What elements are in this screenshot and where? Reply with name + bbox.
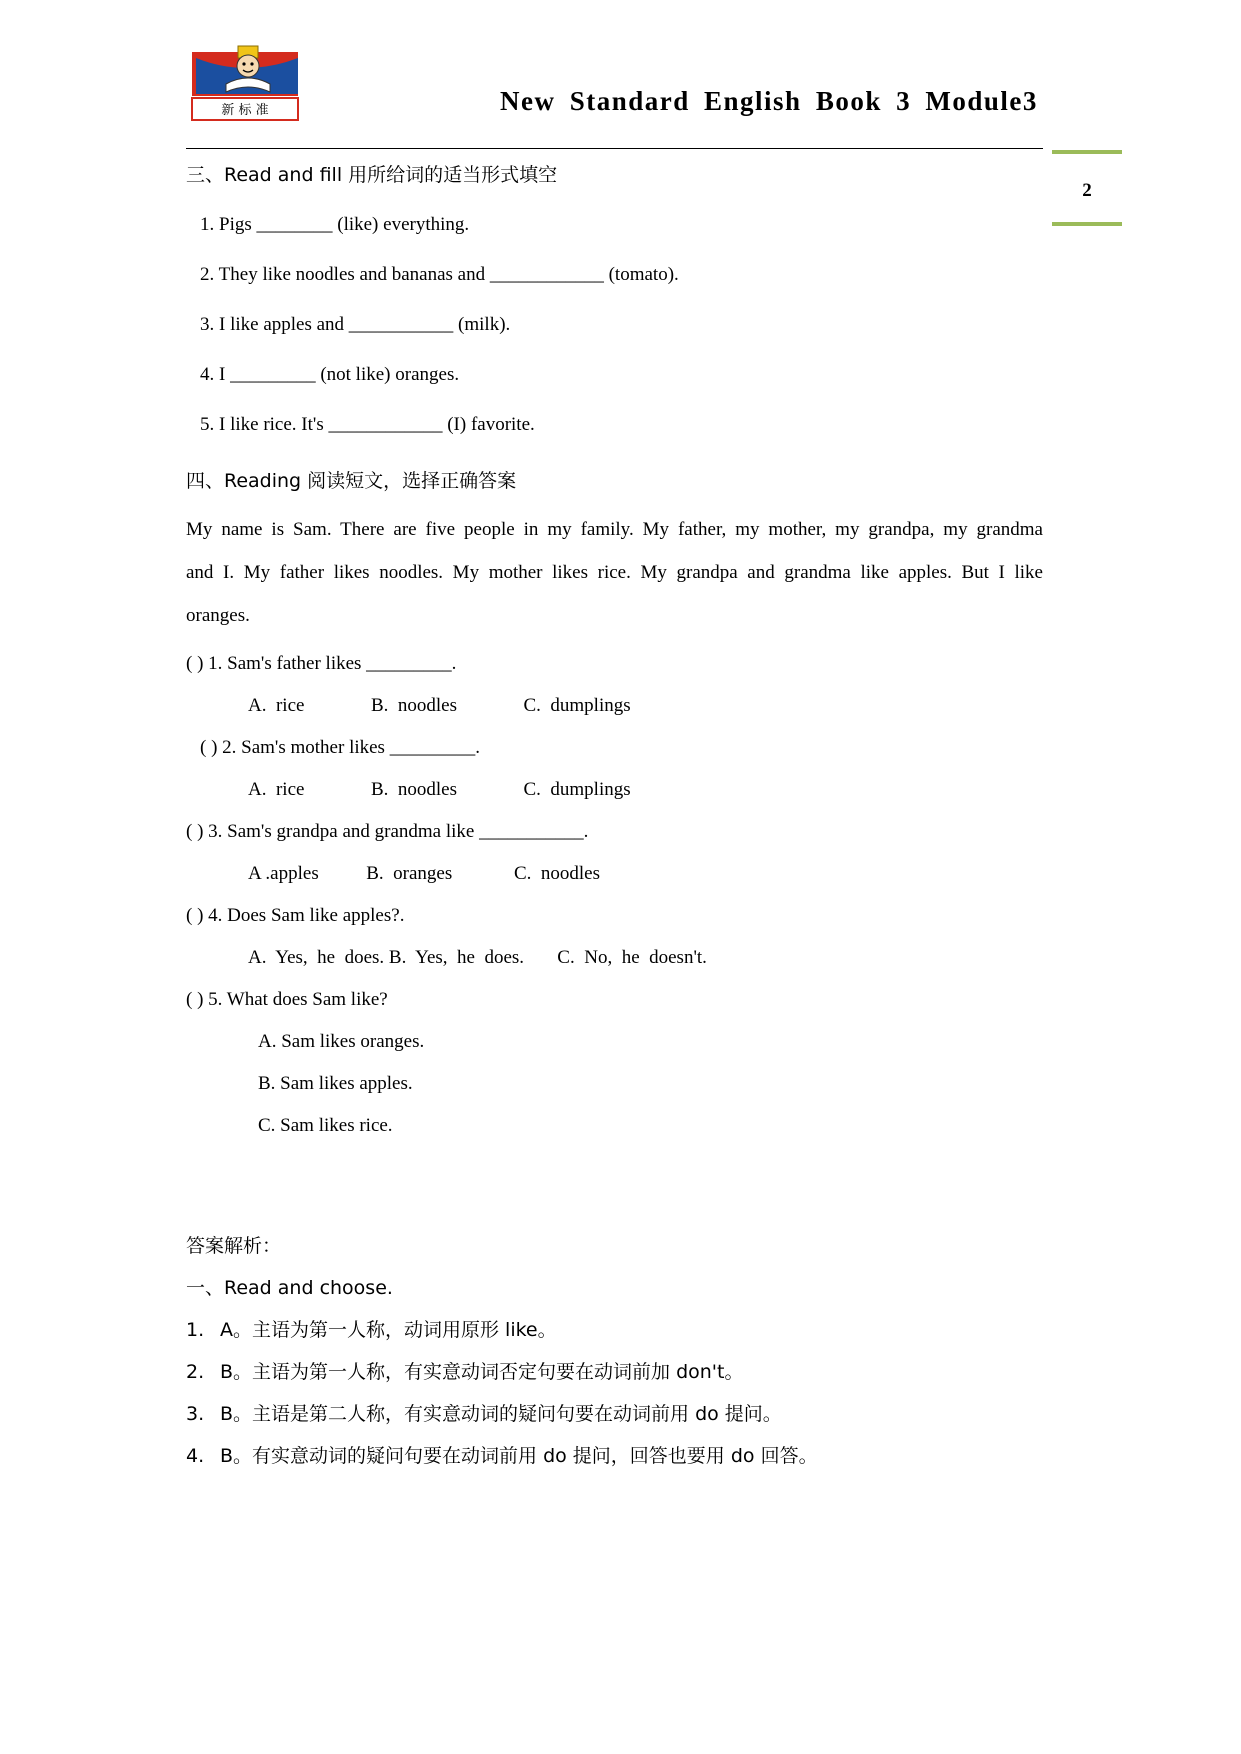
question-4-stem: ( ) 4. Does Sam like apples?. xyxy=(186,905,405,926)
question-2-options: A. rice B. noodles C. dumplings xyxy=(248,779,631,800)
section-4-heading: 四、Reading 阅读短文，选择正确答案 xyxy=(186,470,517,492)
question-4-options: A. Yes, he does. B. Yes, he does. C. No, he doesn't. xyxy=(248,947,707,968)
page-number-top-rule xyxy=(1052,150,1122,154)
section-3-heading: 三、Read and fill 用所给词的适当形式填空 xyxy=(186,164,558,186)
page-number-bottom-rule xyxy=(1052,222,1122,226)
answer-item-3-number: 3. xyxy=(186,1403,205,1425)
page-number: 2 xyxy=(1082,180,1092,201)
header-divider xyxy=(186,148,1043,149)
reading-passage: My name is Sam. There are five people in my family. My father, my mother, my grandpa, my grandma and I. My father likes noodles. My mother likes rice. My grandpa and grandma like apples. But I like oranges. xyxy=(186,519,1043,626)
answer-item-3-text: B。主语是第二人称，有实意动词的疑问句要在动词前用 do 提问。 xyxy=(220,1403,782,1425)
page-header xyxy=(0,38,1241,148)
answer-item-4-number: 4. xyxy=(186,1445,205,1467)
question-5-stem: ( ) 5. What does Sam like? xyxy=(186,989,388,1010)
answer-item-1-number: 1. xyxy=(186,1319,205,1341)
question-3-options: A .apples B. oranges C. noodles xyxy=(248,863,601,884)
question-5-option-a: A. Sam likes oranges. xyxy=(258,1031,425,1052)
fill-item-5: 5. I like rice. It's ____________ (I) favorite. xyxy=(200,414,535,435)
answer-item-3 xyxy=(186,1397,1043,1431)
answers-subheading: 一、Read and choose. xyxy=(186,1277,393,1299)
page-content xyxy=(186,160,1043,1473)
new-standard-logo-icon xyxy=(186,44,306,126)
question-1-stem: ( ) 1. Sam's father likes _________. xyxy=(186,653,457,674)
answer-item-2 xyxy=(186,1355,1043,1389)
answer-item-1 xyxy=(186,1313,1043,1347)
answers-heading: 答案解析： xyxy=(186,1235,282,1257)
answer-item-4-text: B。有实意动词的疑问句要在动词前用 do 提问，回答也要用 do 回答。 xyxy=(220,1445,818,1467)
page-title: New Standard English Book 3 Module3 xyxy=(500,86,1038,116)
fill-item-3: 3. I like apples and ___________ (milk). xyxy=(200,314,511,335)
answer-item-2-text: B。主语为第一人称，有实意动词否定句要在动词前加 don't。 xyxy=(220,1361,744,1383)
question-5-option-c: C. Sam likes rice. xyxy=(258,1115,393,1136)
fill-item-2: 2. They like noodles and bananas and ____________ (tomato). xyxy=(200,264,679,285)
question-2-stem: ( ) 2. Sam's mother likes _________. xyxy=(200,737,480,758)
answer-item-4 xyxy=(186,1439,1043,1473)
answer-item-1-text: A。主语为第一人称，动词用原形 like。 xyxy=(220,1319,557,1341)
question-5-option-b: B. Sam likes apples. xyxy=(258,1073,413,1094)
fill-item-1: 1. Pigs ________ (like) everything. xyxy=(200,214,470,235)
answer-item-2-number: 2. xyxy=(186,1361,205,1383)
svg-text:新 标 准: 新 标 准 xyxy=(221,103,269,118)
question-1-options: A. rice B. noodles C. dumplings xyxy=(248,695,631,716)
question-3-stem: ( ) 3. Sam's grandpa and grandma like ___________. xyxy=(186,821,589,842)
fill-item-4: 4. I _________ (not like) oranges. xyxy=(200,364,460,385)
